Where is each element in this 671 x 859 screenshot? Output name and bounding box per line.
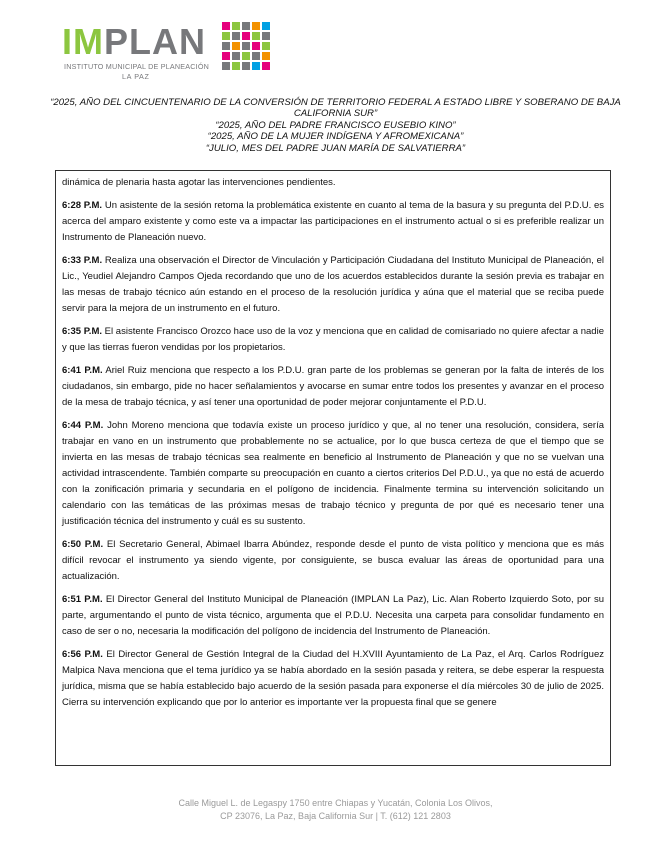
paragraph-text: El Secretario General, Abimael Ibarra Abúndez, responde desde el punto de vista político y menciona que es más difícil revocar el instrumento ya siendo vigente, por consiguiente, se busca evaluar las áreas de oportunidad para una actualización. bbox=[62, 539, 604, 582]
minutes-paragraph bbox=[62, 647, 604, 711]
minutes-paragraph bbox=[62, 537, 604, 585]
paragraph-time: 6:33 P.M. bbox=[62, 255, 103, 266]
paragraph-text: dinámica de plenaria hasta agotar las intervenciones pendientes. bbox=[62, 177, 336, 188]
motto-line: “2025, AÑO DEL CINCUENTENARIO DE LA CONVERSIÓN DE TERRITORIO FEDERAL A ESTADO LIBRE Y SOBERANO DE BAJA CALIFORNIA SUR” bbox=[50, 97, 621, 120]
logo-mosaic-icon bbox=[222, 22, 280, 80]
minutes-paragraph bbox=[62, 175, 604, 191]
paragraph-text: El asistente Francisco Orozco hace uso de la voz y menciona que en calidad de comisariado no quiere afectar a nadie y que las tierras fueron vendidas por los propietarios. bbox=[62, 326, 604, 353]
page-footer bbox=[60, 797, 611, 823]
minutes-paragraph bbox=[62, 324, 604, 356]
paragraph-time: 6:50 P.M. bbox=[62, 539, 104, 550]
minutes-paragraph bbox=[62, 363, 604, 411]
minutes-content-box bbox=[55, 170, 611, 766]
minutes-paragraph bbox=[62, 592, 604, 640]
logo-wordmark-im: IM bbox=[62, 21, 104, 62]
minutes-paragraph bbox=[62, 198, 604, 246]
paragraph-time: 6:56 P.M. bbox=[62, 649, 103, 660]
paragraph-time: 6:41 P.M. bbox=[62, 365, 103, 376]
logo-subtitle: INSTITUTO MUNICIPAL DE PLANEACIÓN bbox=[64, 62, 210, 71]
paragraph-text: John Moreno menciona que todavía existe un proceso jurídico y que, al no tener una resolución, considera, sería trabajar en vano en un instrumento que probablemente no se actualice, por lo que busca certeza de que el tiempo que se invierta en las mesas de trabajo técnicas sea realmente en beneficio al Instrumento de Planeación y que no se vuelvan una actividad intrascendente. También comparte su preocupación en cuanto a ciertos criterios Del P.D.U., ya que no está de acuerdo con la zonificación primaria y secundaria en el polígono de incidencia. Finalmente termina su intervención solicitando un calendario con las temáticas de las próximas mesas de trabajo técnico y pregunta de por qué es necesario tener una justificación técnica del instrumento y cuál es su sustento. bbox=[62, 420, 604, 527]
logo-wordmark bbox=[62, 22, 206, 62]
paragraph-time: 6:44 P.M. bbox=[62, 420, 104, 431]
paragraph-time: 6:51 P.M. bbox=[62, 594, 103, 605]
paragraph-text: El Director General del Instituto Municipal de Planeación (IMPLAN La Paz), Lic. Alan Roberto Izquierdo Soto, por su parte, argumentando el punto de vista técnico, argumenta que el P.D.U. Necesita una carpeta para consolidar fundamento en caso de ser o no, necesaria la modificación del polígono de incidencia del Instrumento de Planeación. bbox=[62, 594, 604, 637]
header-mottos bbox=[40, 97, 631, 154]
logo-city: LA PAZ bbox=[122, 72, 150, 81]
paragraph-text: El Director General de Gestión Integral de la Ciudad del H.XVIII Ayuntamiento de La Paz, el Arq. Carlos Rodríguez Malpica Nava menciona que el tema jurídico ya se había abordado en la sesión pasada y reitera, se debe esperar la respuesta jurídica, misma que se había establecido bajo acuerdo de la sesión pasada para exponerse el día miércoles 30 de julio de 2025. Cierra su intervención explicando que por lo anterior es importante ver la propuesta final que se genere bbox=[62, 649, 604, 708]
paragraph-text: Ariel Ruiz menciona que respecto a los P.D.U. gran parte de los problemas se generan por la falta de interés de los ciudadanos, sin embargo, pide no hacer señalamientos y avocarse en sumar entre todos los presentes y avanzar en el proceso de la mesa de trabajo técnica, y así tener una oportunidad de poder mejorar conjuntamente el P.D.U. bbox=[62, 365, 604, 408]
minutes-paragraph bbox=[62, 418, 604, 530]
footer-address: Calle Miguel L. de Legaspy 1750 entre Chiapas y Yucatán, Colonia Los Olivos, bbox=[178, 798, 493, 808]
paragraph-text: Realiza una observación el Director de Vinculación y Participación Ciudadana del Instituto Municipal de Planeación, el Lic., Yeudiel Alejandro Campos Ojeda recordando que uno de los acuerdos establecidos durante la sesión previa es trabajar en las mesas de trabajo técnico aún estando en el proceso de la resolución jurídica y aúna que el material que se reciba puede servir para la mejora de un instrumento en el futuro. bbox=[62, 255, 604, 314]
minutes-paragraph bbox=[62, 253, 604, 317]
paragraph-text: Un asistente de la sesión retoma la problemática existente en cuanto al tema de la basura y su pregunta del P.D.U. es acerca del amparo existente y como este va a impactar las participaciones en el instrumento actual o si es preferible realizar un Instrumento de Planeación nuevo. bbox=[62, 200, 604, 243]
motto-line: “JULIO, MES DEL PADRE JUAN MARÍA DE SALVATIERRA” bbox=[205, 142, 466, 154]
logo-wordmark-plan: PLAN bbox=[104, 21, 206, 62]
paragraph-time: 6:35 P.M. bbox=[62, 326, 102, 337]
motto-line: “2025, AÑO DEL PADRE FRANCISCO EUSEBIO KINO” bbox=[215, 119, 456, 131]
paragraph-time: 6:28 P.M. bbox=[62, 200, 103, 211]
footer-contact: CP 23076, La Paz, Baja California Sur | T. (612) 121 2803 bbox=[220, 811, 451, 821]
implan-logo bbox=[62, 20, 292, 86]
motto-line: “2025, AÑO DE LA MUJER INDÍGENA Y AFROMEXICANA” bbox=[207, 131, 464, 143]
